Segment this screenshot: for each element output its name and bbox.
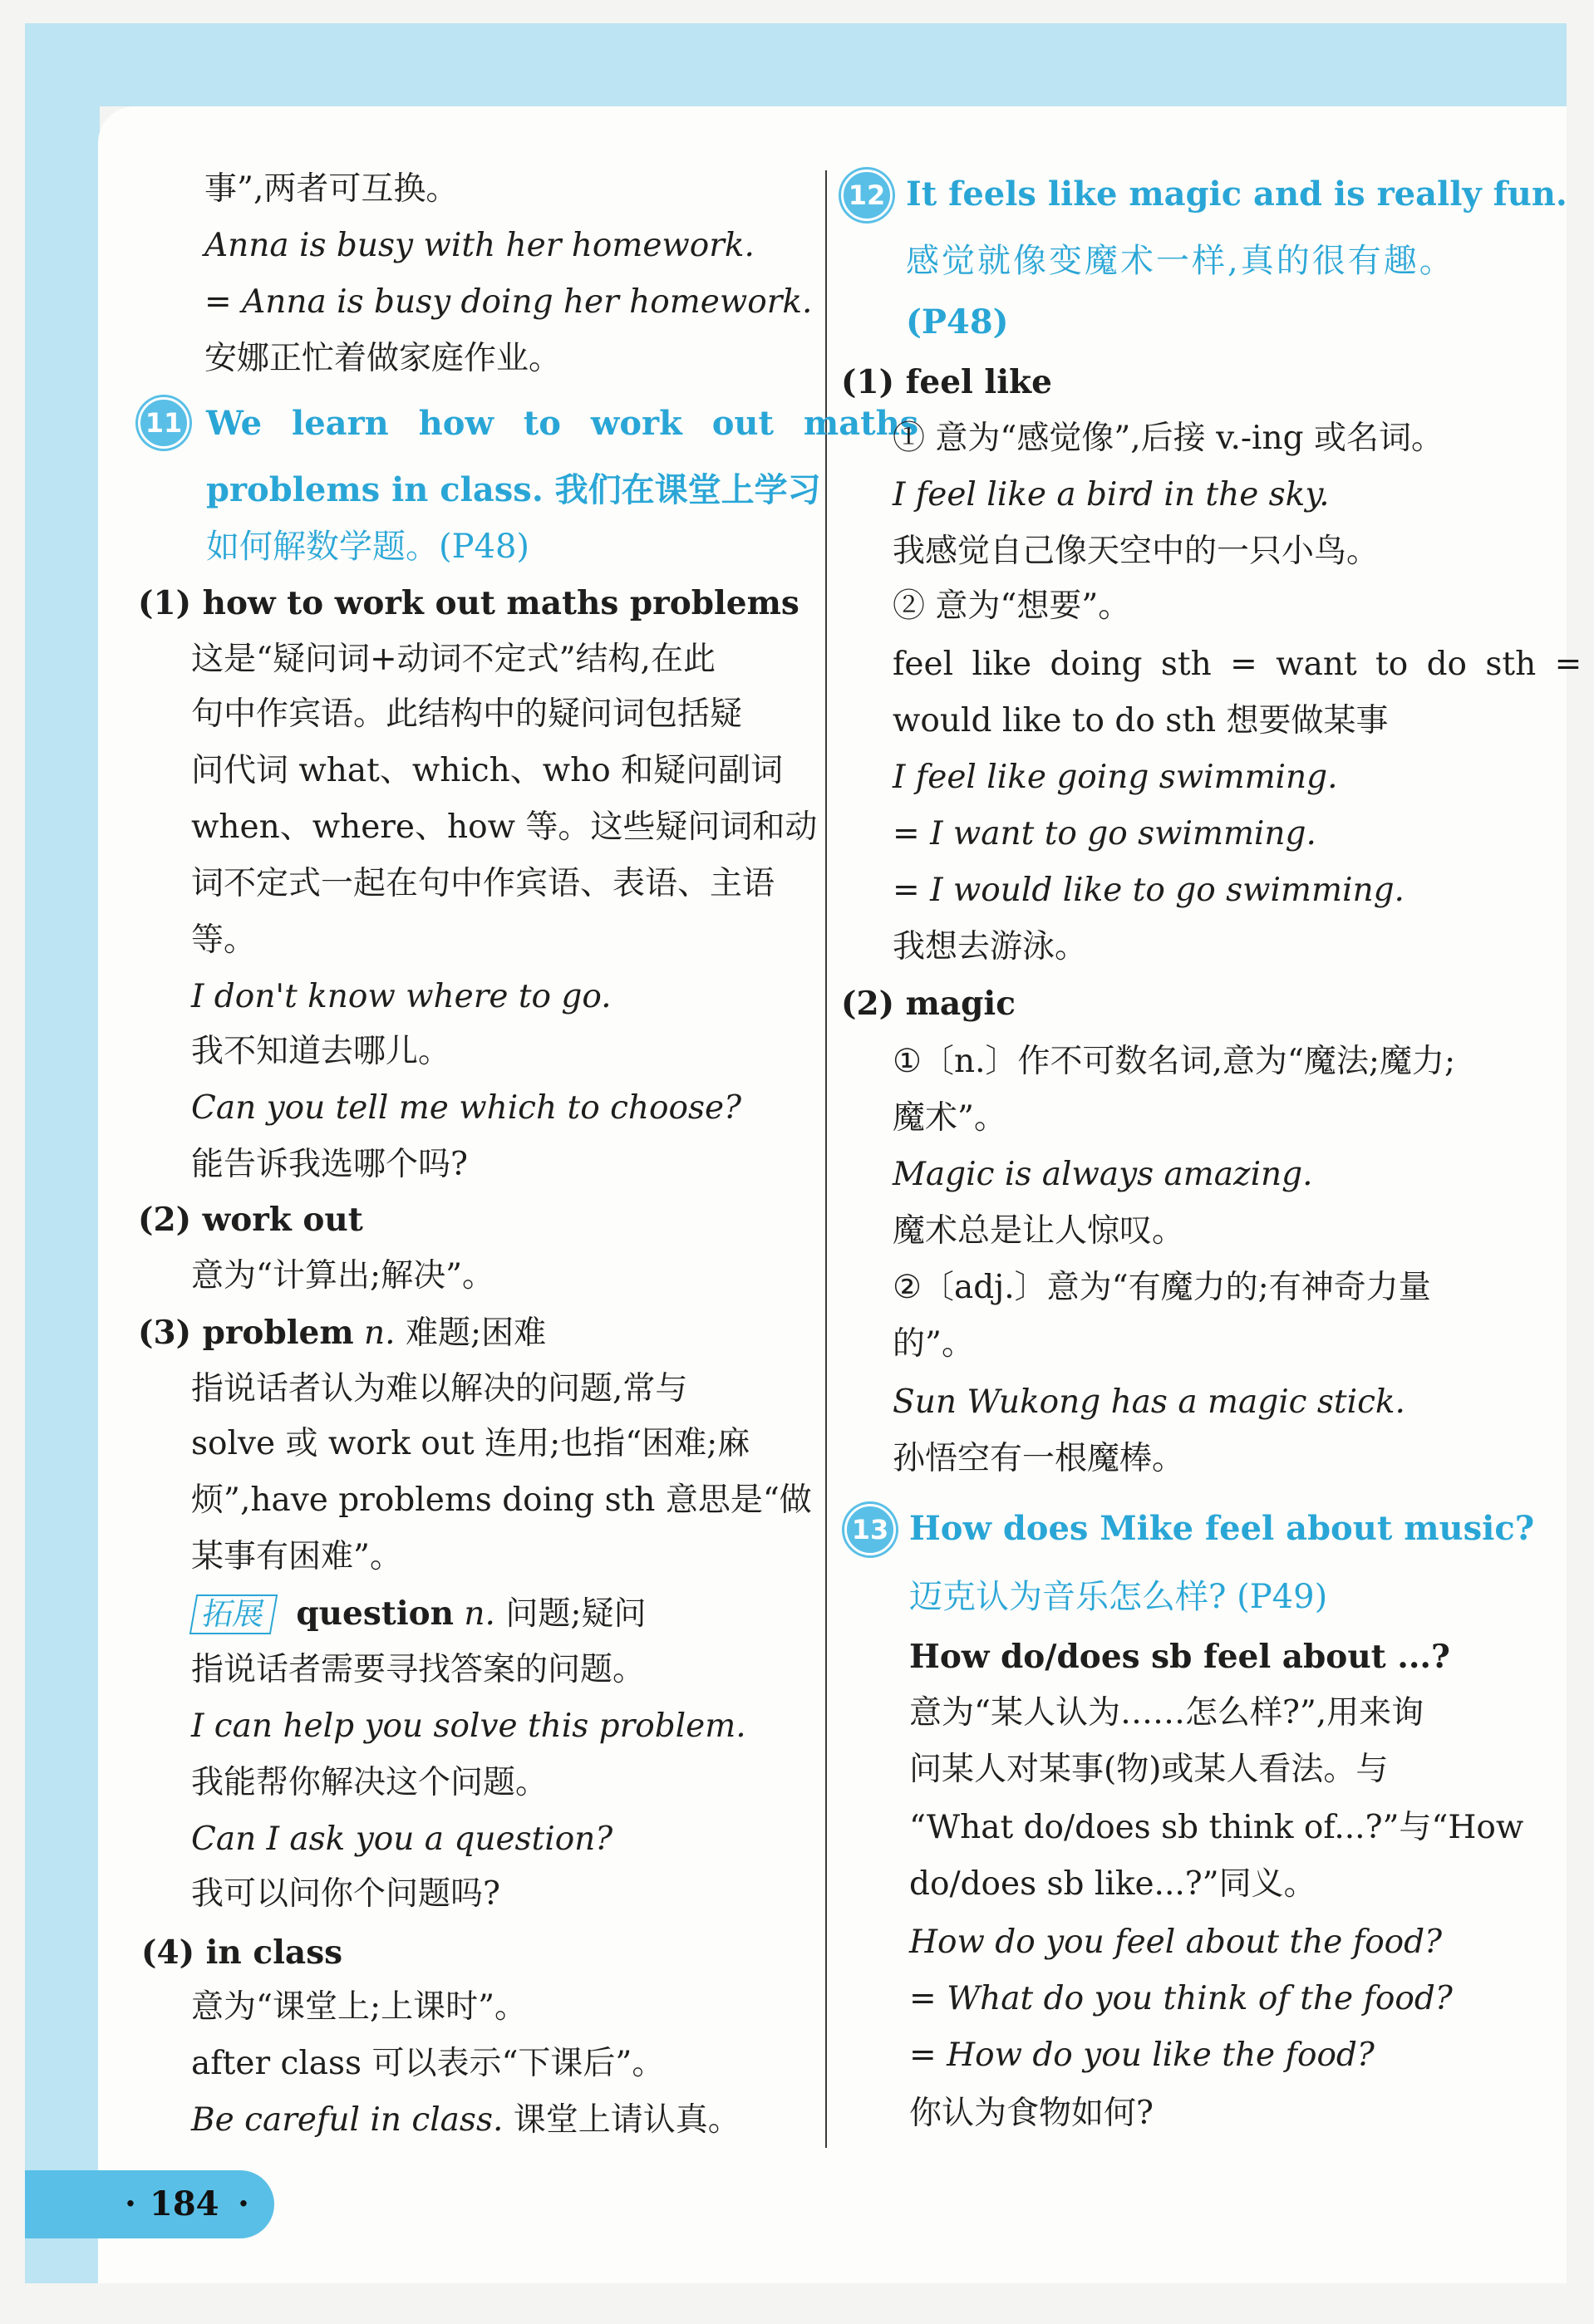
intro-line: 事”,两者可互换。 <box>204 170 459 208</box>
meaning-line: 意为“课堂上;上课时”。 <box>191 1988 528 2026</box>
example-sentence: I don't know where to go. <box>191 978 612 1015</box>
example-sentence: How do you feel about the food? <box>909 1924 1443 1961</box>
explanation-line: 这是“疑问词+动词不定式”结构,在此 <box>191 641 716 678</box>
explanation-line: 指说话者认为难以解决的问题,常与 <box>191 1370 688 1408</box>
pattern-heading: How do/does sb feel about ...? <box>909 1638 1450 1676</box>
section-heading-cn: 感觉就像变魔术一样,真的很有趣。 <box>906 242 1455 280</box>
sense-line: ①〔n.〕作不可数名词,意为“魔法;魔力; <box>893 1043 1456 1080</box>
example-sentence: = How do you like the food? <box>909 2037 1375 2074</box>
explanation-line: 意为“某人认为……怎么样?”,用来询 <box>909 1694 1424 1732</box>
example-translation: 我能帮你解决这个问题。 <box>191 1764 549 1801</box>
example-translation: 孙悟空有一根魔棒。 <box>893 1440 1185 1477</box>
section-heading: It feels like magic and is really fun. <box>906 174 1567 214</box>
explanation-line: 问某人对某事(物)或某人看法。与 <box>909 1751 1389 1788</box>
top-band <box>25 23 1567 106</box>
example-sentence: I feel like a bird in the sky. <box>893 476 1330 513</box>
left-margin-strip <box>25 23 100 2283</box>
example-translation: 我不知道去哪儿。 <box>191 1033 451 1070</box>
item-label: (2) work out <box>138 1201 363 1239</box>
explanation-line: 问代词 what、which、who 和疑问副词 <box>191 752 784 789</box>
explanation-line: 烦”,have problems doing sth 意思是“做 <box>191 1481 812 1519</box>
example-sentence: = I want to go swimming. <box>893 815 1316 852</box>
sense-line: ②〔adj.〕意为“有魔力的;有神奇力量 <box>893 1269 1431 1306</box>
section-heading-line3: 如何解数学题。(P48) <box>206 528 530 566</box>
sense-line: ② 意为“想要”。 <box>893 587 1131 625</box>
page-number-dot: · <box>238 2184 249 2223</box>
meaning-line: 意为“计算出;解决”。 <box>191 1257 495 1295</box>
part-of-speech: n. <box>364 1314 396 1352</box>
example-row <box>191 2100 740 2140</box>
intro-example: = Anna is busy doing her homework. <box>204 283 813 321</box>
extension-meaning: 问题;疑问 <box>505 1595 647 1633</box>
extension-word: question <box>296 1594 454 1633</box>
explanation-line: when、where、how 等。这些疑问词和动 <box>191 808 818 846</box>
sense-line: ① 意为“感觉像”,后接 v.-ing 或名词。 <box>893 420 1444 457</box>
example-sentence: Sun Wukong has a magic stick. <box>893 1383 1405 1421</box>
explanation-line: would like to do sth 想要做某事 <box>893 702 1389 739</box>
example-sentence: I feel like going swimming. <box>893 759 1338 796</box>
page-number-tab <box>25 2170 274 2238</box>
sense-line: 的”。 <box>893 1325 974 1363</box>
extension-tag: 拓展 <box>189 1594 278 1634</box>
item-label: (1) feel like <box>841 363 1052 401</box>
section-number-badge: 11 <box>138 397 189 449</box>
section-number-badge: 12 <box>841 170 893 221</box>
explanation-line: solve 或 work out 连用;也指“困难;麻 <box>191 1425 750 1462</box>
example-translation: 你认为食物如何? <box>909 2095 1154 2132</box>
example-translation: 能告诉我选哪个吗? <box>191 1146 468 1183</box>
explanation-line: 词不定式一起在句中作宾语、表语、主语 <box>191 865 775 902</box>
explanation-line: 等。 <box>191 921 257 959</box>
item-label: (4) in class <box>141 1933 343 1972</box>
section-heading: We learn how to work out maths <box>206 404 919 443</box>
example-sentence: Be careful in class. <box>191 2101 504 2139</box>
explanation-line: 句中作宾语。此结构中的疑问词包括疑 <box>191 695 743 733</box>
section-heading: How does Mike feel about music? <box>909 1509 1535 1548</box>
example-translation: 我感觉自己像天空中的一只小鸟。 <box>893 533 1380 570</box>
section-heading-line2: problems in class. 我们在课堂上学习 <box>206 470 821 509</box>
explanation-line: 指说话者需要寻找答案的问题。 <box>191 1651 646 1688</box>
intro-translation: 安娜正忙着做家庭作业。 <box>204 340 562 377</box>
page-number: 184 <box>150 2184 219 2223</box>
meaning: 难题;困难 <box>405 1314 547 1352</box>
explanation-line: after class 可以表示“下课后”。 <box>191 2045 665 2082</box>
explanation-line: 某事有困难”。 <box>191 1538 402 1575</box>
part-of-speech: n. <box>464 1595 495 1633</box>
page-number-dot: · <box>125 2184 136 2223</box>
extension-row <box>193 1594 646 1634</box>
column-divider <box>825 170 827 2148</box>
example-sentence: Can I ask you a question? <box>191 1820 613 1858</box>
example-translation: 课堂上请认真。 <box>513 2101 740 2139</box>
item-label: (3) problem <box>138 1314 354 1352</box>
explanation-line: do/does sb like...?”同义。 <box>909 1865 1316 1903</box>
section-number-badge: 13 <box>844 1504 896 1555</box>
example-translation: 我想去游泳。 <box>893 928 1088 965</box>
section-heading-page: (P48) <box>906 302 1009 341</box>
item-label-row <box>138 1313 546 1354</box>
example-sentence: Can you tell me which to choose? <box>191 1089 741 1127</box>
item-label: (1) how to work out maths problems <box>138 584 799 622</box>
sense-line: 魔术”。 <box>893 1099 1006 1137</box>
example-translation: 魔术总是让人惊叹。 <box>893 1212 1185 1250</box>
example-sentence: I can help you solve this problem. <box>191 1707 746 1745</box>
intro-example: Anna is busy with her homework. <box>204 227 755 264</box>
explanation-line: “What do/does sb think of...?”与“How <box>909 1809 1524 1846</box>
section-heading-cn: 迈克认为音乐怎么样? (P49) <box>909 1578 1328 1616</box>
explanation-line: feel like doing sth = want to do sth = <box>893 646 1582 683</box>
example-sentence: Magic is always amazing. <box>893 1156 1313 1193</box>
example-sentence: = What do you think of the food? <box>909 1980 1453 2017</box>
item-label: (2) magic <box>841 985 1016 1023</box>
example-translation: 我可以问你个问题吗? <box>191 1875 500 1913</box>
example-sentence: = I would like to go swimming. <box>893 872 1405 909</box>
